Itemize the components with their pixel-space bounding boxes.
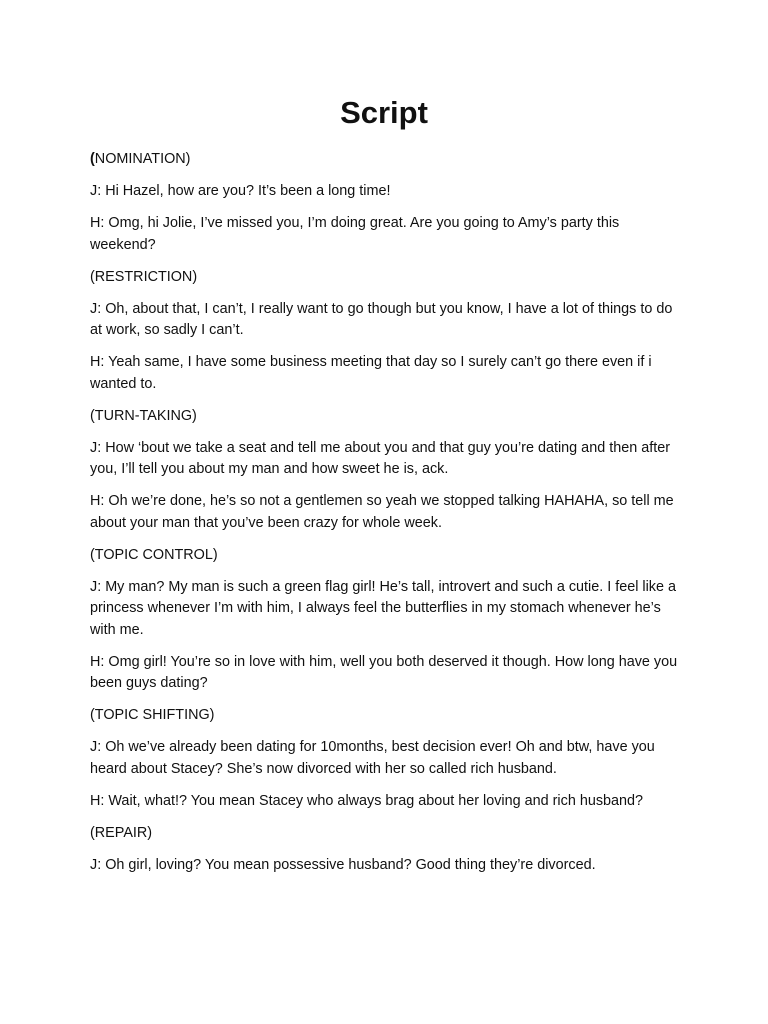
section-label-repair: (REPAIR) <box>90 824 153 841</box>
dialogue-line: J: How ‘bout we take a seat and tell me about you and that guy you’re dating and then after you, I’ll tell you about my man and how sweet he is, ack. <box>90 439 670 477</box>
section-label-restriction: (RESTRICTION) <box>90 268 198 285</box>
dialogue-line: J: Hi Hazel, how are you? It’s been a long time! <box>90 183 391 199</box>
section-label-topic-shifting: (TOPIC SHIFTING) <box>90 707 215 723</box>
page-title: Script <box>340 95 428 130</box>
dialogue-line: J: My man? My man is such a green flag girl! He’s tall, introvert and such a cutie. I feel like a princess whenever I’m with him, I always feel the butterflies in my stomach whenever he’s with me. <box>90 578 677 638</box>
dialogue-line: J: Oh we’ve already been dating for 10months, best decision ever! Oh and btw, have you heard about Stacey? She’s now divorced with her so called rich husband. <box>90 739 655 777</box>
section-label-turn-taking: (TURN-TAKING) <box>90 407 197 424</box>
dialogue-line: H: Omg girl! You’re so in love with him, well you both deserved it though. How long have you been guys dating? <box>90 653 678 691</box>
section-label-topic-control: (TOPIC CONTROL) <box>90 546 218 563</box>
dialogue-line: H: Omg, hi Jolie, I’ve missed you, I’m doing great. Are you going to Amy’s party this weekend? <box>90 215 620 253</box>
dialogue-line: H: Wait, what!? You mean Stacey who always brag about her loving and rich husband? <box>90 792 644 809</box>
opening-parenthesis: ( <box>90 151 95 167</box>
section-label-nomination <box>90 149 680 171</box>
section-label-text: NOMINATION) <box>94 151 191 167</box>
script-body <box>90 149 680 887</box>
dialogue-line: H: Yeah same, I have some business meeting that day so I surely can’t go there even if i wanted to. <box>90 354 652 392</box>
dialogue-line: H: Oh we’re done, he’s so not a gentlemen so yeah we stopped talking HAHAHA, so tell me about your man that you’ve been crazy for whole week. <box>90 493 674 531</box>
dialogue-line: J: Oh, about that, I can’t, I really want to go though but you know, I have a lot of things to do at work, so sadly I can’t. <box>90 300 673 338</box>
dialogue-line: J: Oh girl, loving? You mean possessive husband? Good thing they’re divorced. <box>90 856 596 873</box>
